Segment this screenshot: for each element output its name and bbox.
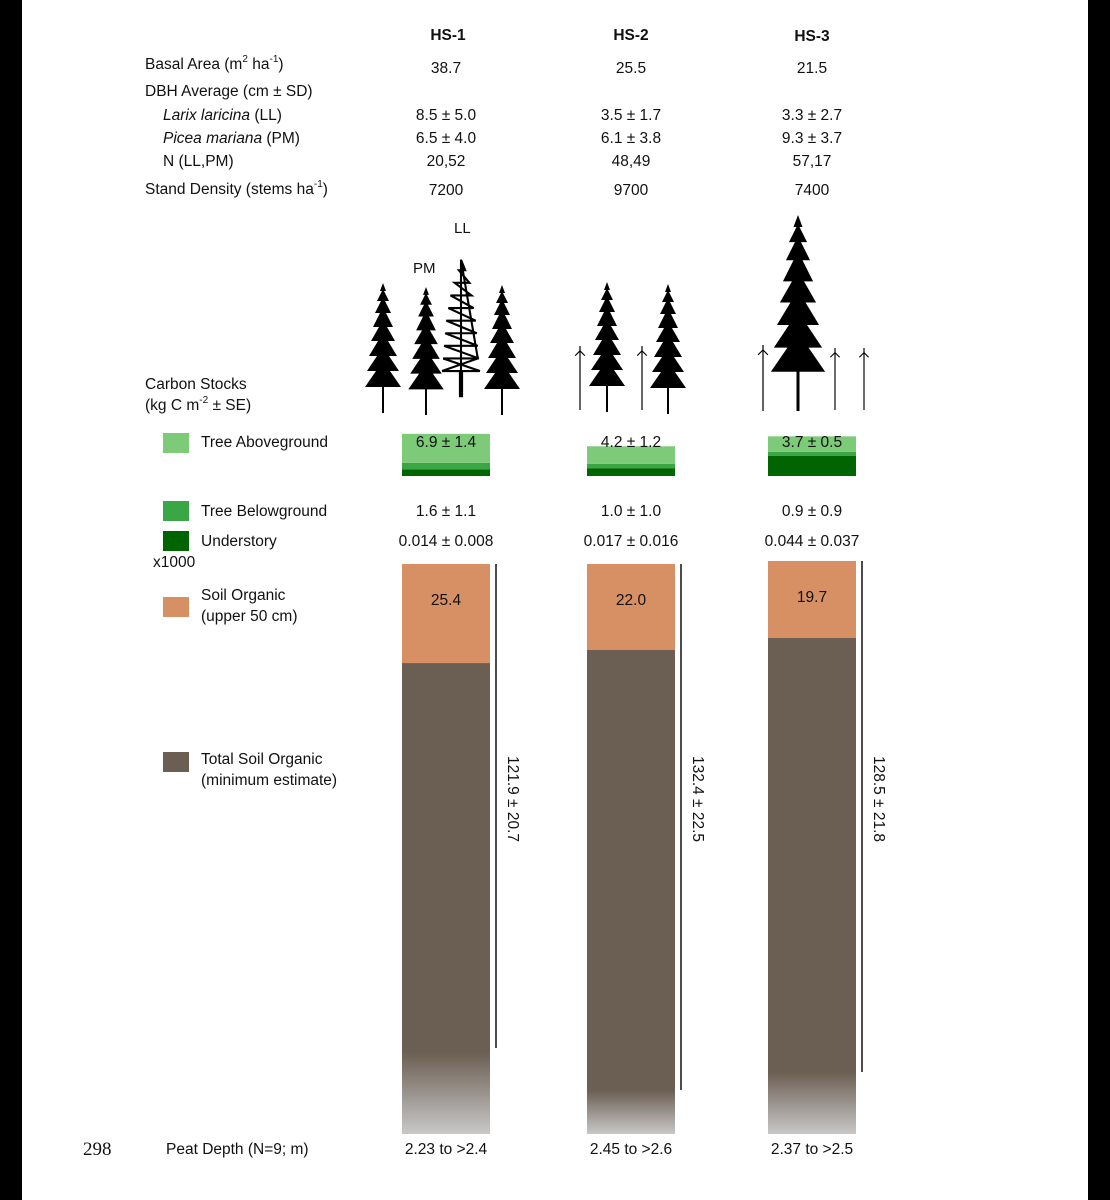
- basal-area-hs2: 25.5: [615, 60, 647, 77]
- bar-tree-belowground-HS-3: [768, 452, 856, 456]
- bar-soil-total-HS-1: [402, 663, 490, 1052]
- column-header-hs3: HS-3: [794, 28, 830, 45]
- bar-understory-HS-3: [768, 456, 856, 476]
- label-understory-HS-2: 0.017 ± 0.016: [583, 533, 679, 550]
- n-hs3: 57,17: [792, 153, 832, 170]
- tree-icon-small-1: [575, 346, 585, 410]
- label-soil-total-HS-2: 132.4 ± 22.5: [689, 755, 706, 843]
- picea-label: Picea mariana (PM): [163, 130, 300, 147]
- legend-tree-aboveground: Tree Aboveground: [201, 434, 328, 451]
- tree-icon-ll: [442, 260, 480, 397]
- basal-area-hs1: 38.7: [430, 60, 462, 77]
- legend-soil-upper-2: (upper 50 cm): [201, 608, 298, 625]
- legend-title-line1: Carbon Stocks: [145, 376, 247, 393]
- column-header-hs2: HS-2: [613, 27, 649, 44]
- stand-density-hs3: 7400: [794, 182, 830, 199]
- bar-soil-total-fade-HS-1: [402, 1052, 490, 1134]
- larix-label: Larix laricina (LL): [163, 107, 282, 124]
- label-tree-aboveground-HS-1: 6.9 ± 1.4: [415, 434, 477, 451]
- page-number: 298: [83, 1139, 112, 1160]
- tree-icon-pm-3: [484, 285, 520, 415]
- larix-hs1: 8.5 ± 5.0: [415, 107, 477, 124]
- n-hs1: 20,52: [426, 153, 466, 170]
- bar-tree-belowground-HS-1: [402, 463, 490, 470]
- larix-hs2: 3.5 ± 1.7: [600, 107, 662, 124]
- label-soil-total-HS-3: 128.5 ± 21.8: [870, 755, 887, 843]
- label-tree-belowground-HS-1: 1.6 ± 1.1: [415, 503, 477, 520]
- legend-x1000: x1000: [153, 554, 196, 571]
- legend-understory: Understory: [201, 533, 277, 550]
- label-tree-belowground-HS-2: 1.0 ± 1.0: [600, 503, 662, 520]
- larix-hs3: 3.3 ± 2.7: [781, 107, 843, 124]
- legend-title-line2: (kg C $m^{-2} \pm SE$): [145, 394, 252, 414]
- tree-icon-small-4: [830, 348, 839, 410]
- ll-tree-label: LL: [454, 220, 471, 237]
- bar-tree-belowground-HS-2: [587, 464, 675, 468]
- tree-icon-pm-5: [650, 284, 686, 414]
- label-understory-HS-3: 0.044 ± 0.037: [764, 533, 860, 550]
- bar-soil-upper-HS-1: [402, 564, 490, 663]
- bar-understory-HS-1: [402, 470, 490, 476]
- label-tree-belowground-HS-3: 0.9 ± 0.9: [781, 503, 843, 520]
- peat-depth-HS-1: 2.23 to >2.4: [404, 1141, 488, 1158]
- label-understory-HS-1: 0.014 ± 0.008: [398, 533, 494, 550]
- label-soil-total-HS-1: 121.9 ± 20.7: [504, 755, 521, 843]
- tree-icon-small-5: [859, 348, 868, 410]
- stand-density-label: Stand Density (stems $ha^{-1}$): [145, 178, 328, 198]
- bar-soil-total-fade-HS-3: [768, 1072, 856, 1134]
- peat-depth-HS-3: 2.37 to >2.5: [770, 1141, 854, 1158]
- legend-soil-upper-1: Soil Organic: [201, 587, 286, 604]
- page: [22, 0, 1088, 1200]
- tree-icon-small-3: [758, 345, 768, 411]
- label-tree-aboveground-HS-2: 4.2 ± 1.2: [600, 434, 662, 451]
- tree-icon-pm-4: [589, 282, 625, 412]
- tree-icon-pm-1: [365, 283, 401, 413]
- n-hs2: 48,49: [611, 153, 651, 170]
- basal-area-label: Basal Area ($m^2$ $ha^{-1}$): [145, 53, 284, 73]
- legend-soil-total-1: Total Soil Organic: [201, 751, 323, 768]
- peat-depth-HS-2: 2.45 to >2.6: [589, 1141, 673, 1158]
- stand-density-hs2: 9700: [613, 182, 649, 199]
- basal-area-hs3: 21.5: [796, 60, 828, 77]
- picea-hs1: 6.5 ± 4.0: [415, 130, 477, 147]
- label-tree-aboveground-HS-3: 3.7 ± 0.5: [781, 434, 843, 451]
- tree-icon-pm-2: [408, 287, 443, 415]
- peat-depth-label: Peat Depth (N=9; m): [166, 1141, 309, 1158]
- tree-icon-small-2: [637, 346, 647, 410]
- picea-hs3: 9.3 ± 3.7: [781, 130, 843, 147]
- pm-tree-label: PM: [413, 260, 436, 277]
- column-header-hs1: HS-1: [430, 27, 466, 44]
- label-soil-upper-HS-3: 19.7: [796, 589, 828, 606]
- bar-understory-HS-2: [587, 468, 675, 476]
- dbh-header: DBH Average (cm ± SD): [145, 83, 313, 100]
- legend-soil-total-2: (minimum estimate): [201, 772, 338, 789]
- bar-soil-total-fade-HS-2: [587, 1090, 675, 1134]
- n-label: N (LL,PM): [163, 153, 234, 170]
- bar-soil-total-HS-3: [768, 638, 856, 1072]
- label-soil-upper-HS-2: 22.0: [615, 592, 647, 609]
- tree-icon-pm-6: [771, 215, 825, 411]
- legend-tree-belowground: Tree Belowground: [201, 503, 328, 520]
- label-soil-upper-HS-1: 25.4: [430, 592, 462, 609]
- bar-soil-total-HS-2: [587, 650, 675, 1090]
- stand-density-hs1: 7200: [428, 182, 464, 199]
- picea-hs2: 6.1 ± 3.8: [600, 130, 662, 147]
